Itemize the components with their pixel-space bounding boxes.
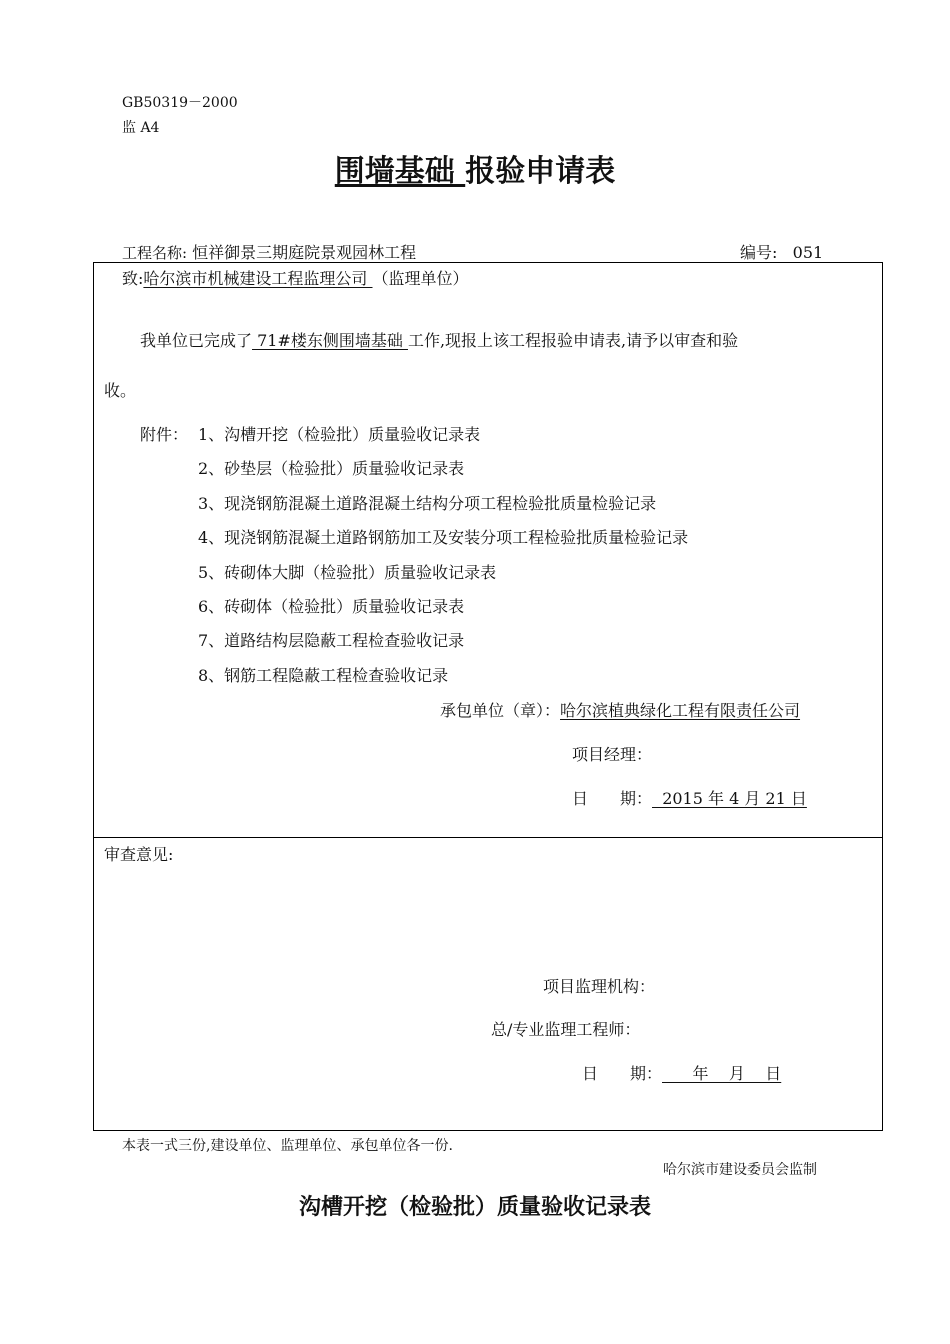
- contractor-label: 承包单位（章）：: [440, 701, 561, 720]
- application-body: [140, 328, 738, 351]
- body-suffix: 工作,现报上该工程报验申请表,请予以审查和验: [407, 331, 739, 350]
- supervision-engineer-label: 总/专业监理工程师：: [491, 1020, 641, 1039]
- review-date: [582, 1061, 781, 1084]
- page-title: [0, 146, 950, 190]
- review-date-label: 日 期：: [582, 1064, 663, 1083]
- project-name-value: 恒祥御景三期庭院景观园林工程: [192, 243, 417, 262]
- attachment-item: 5、砖砌体大脚（检验批）质量验收记录表: [198, 563, 497, 582]
- body-prefix: 我单位已完成了: [140, 331, 253, 350]
- application-date: [572, 786, 807, 809]
- body-end: 收。: [104, 381, 137, 400]
- attachment-item: 3、现浇钢筋混凝土道路混凝土结构分项工程检验批质量检验记录: [198, 494, 657, 513]
- addressee: [122, 266, 469, 289]
- title-suffix: 报验申请表: [465, 154, 616, 189]
- project-name: [122, 240, 416, 263]
- supervision-company: 哈尔滨市机械建设工程监理公司: [143, 269, 373, 288]
- addressee-suffix: （监理单位）: [372, 269, 469, 288]
- copies-note: 本表一式三份,建设单位、监理单位、承包单位各一份.: [122, 1138, 453, 1154]
- attachment-item: 2、砂垫层（检验批）质量验收记录表: [198, 459, 465, 478]
- application-date-label: 日 期：: [572, 789, 653, 808]
- attachment-item: 6、砖砌体（检验批）质量验收记录表: [198, 597, 465, 616]
- review-box: [93, 837, 883, 1131]
- addressee-prefix: 致:: [122, 269, 144, 288]
- attachment-item: 1、沟槽开挖（检验批）质量验收记录表: [198, 425, 481, 444]
- standard-code: GB50319－2000: [122, 95, 238, 111]
- issuer: 哈尔滨市建设委员会监制: [663, 1162, 817, 1178]
- next-form-title: 沟槽开挖（检验批）质量验收记录表: [298, 1195, 651, 1220]
- attachment-item: 7、道路结构层隐蔽工程检查验收记录: [198, 631, 465, 650]
- supervision-org-label: 项目监理机构：: [543, 977, 656, 996]
- project-number: [740, 240, 823, 263]
- contractor-name: 哈尔滨植典绿化工程有限责任公司: [560, 701, 801, 720]
- title-subject: 围墙基础: [334, 154, 466, 189]
- attachment-item: 4、现浇钢筋混凝土道路钢筋加工及安装分项工程检验批质量检验记录: [198, 528, 689, 547]
- review-date-value: 年 月 日: [662, 1064, 782, 1083]
- contractor: [440, 698, 800, 721]
- project-number-label: 编号:: [740, 243, 778, 262]
- application-date-value: 2015 年 4 月 21 日: [652, 789, 807, 808]
- attachments-label: 附件：: [140, 425, 189, 444]
- project-name-label: 工程名称:: [122, 244, 188, 262]
- review-opinion-label: 审查意见:: [104, 845, 174, 864]
- attachment-item: 8、钢筋工程隐蔽工程检查验收记录: [198, 666, 449, 685]
- form-code: 监 A4: [122, 120, 160, 136]
- project-manager-label: 项目经理：: [572, 745, 653, 764]
- completed-work: 71#楼东侧围墙基础: [252, 331, 408, 350]
- project-number-value: 051: [792, 243, 824, 262]
